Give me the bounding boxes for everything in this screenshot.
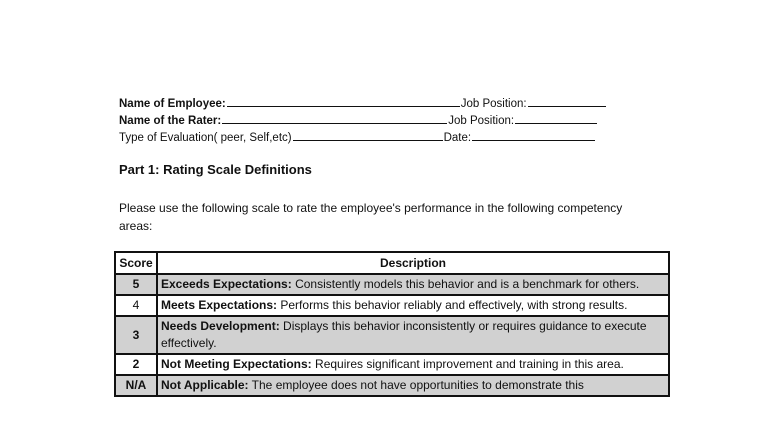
employee-name-blank[interactable] xyxy=(227,95,460,107)
job-position-label: Job Position: xyxy=(460,98,527,110)
score-cell: 2 xyxy=(115,354,157,375)
rating-term: Needs Development: xyxy=(161,319,280,333)
employee-info-block xyxy=(119,95,607,146)
section-title: Part 1: Rating Scale Definitions xyxy=(119,162,312,177)
table-row xyxy=(115,295,669,316)
rating-description: Displays this behavior inconsistently or requires guidance to execute effectively. xyxy=(161,319,647,350)
score-cell: N/A xyxy=(115,375,157,396)
job-position-blank[interactable] xyxy=(528,95,606,107)
table-row xyxy=(115,354,669,375)
date-blank[interactable] xyxy=(472,129,595,141)
table-row xyxy=(115,274,669,295)
description-cell xyxy=(157,274,669,295)
rating-description: Consistently models this behavior and is a benchmark for others. xyxy=(291,277,640,291)
rating-term: Exceeds Expectations: xyxy=(161,277,292,291)
description-cell xyxy=(157,375,669,396)
description-header: Description xyxy=(157,252,669,274)
evaluation-type-blank[interactable] xyxy=(293,129,443,141)
table-header-row xyxy=(115,252,669,274)
table-row xyxy=(115,375,669,396)
description-cell xyxy=(157,316,669,354)
description-cell xyxy=(157,295,669,316)
rater-job-position-blank[interactable] xyxy=(515,112,597,124)
rater-label: Name of the Rater: xyxy=(119,115,222,127)
score-cell: 4 xyxy=(115,295,157,316)
score-header: Score xyxy=(115,252,157,274)
rater-job-position-label: Job Position: xyxy=(448,115,515,127)
rater-name-blank[interactable] xyxy=(222,112,447,124)
employee-label: Name of Employee: xyxy=(119,98,226,110)
evaluation-row xyxy=(119,129,607,146)
employee-row xyxy=(119,95,607,112)
evaluation-type-label: Type of Evaluation( peer, Self,etc) xyxy=(119,132,292,144)
rating-term: Meets Expectations: xyxy=(161,298,278,312)
date-label: Date: xyxy=(443,132,472,144)
rating-description: Performs this behavior reliably and effectively, with strong results. xyxy=(277,298,628,312)
score-cell: 3 xyxy=(115,316,157,354)
intro-paragraph: Please use the following scale to rate the employee's performance in the following competency areas: xyxy=(119,201,623,233)
table-row xyxy=(115,316,669,354)
rating-description: Requires significant improvement and training in this area. xyxy=(311,357,624,371)
rating-scale-table xyxy=(114,251,670,397)
score-cell: 5 xyxy=(115,274,157,295)
description-cell xyxy=(157,354,669,375)
rater-row xyxy=(119,112,607,129)
rating-description: The employee does not have opportunities to demonstrate this xyxy=(248,378,584,392)
rating-term: Not Meeting Expectations: xyxy=(161,357,312,371)
rating-term: Not Applicable: xyxy=(161,378,249,392)
